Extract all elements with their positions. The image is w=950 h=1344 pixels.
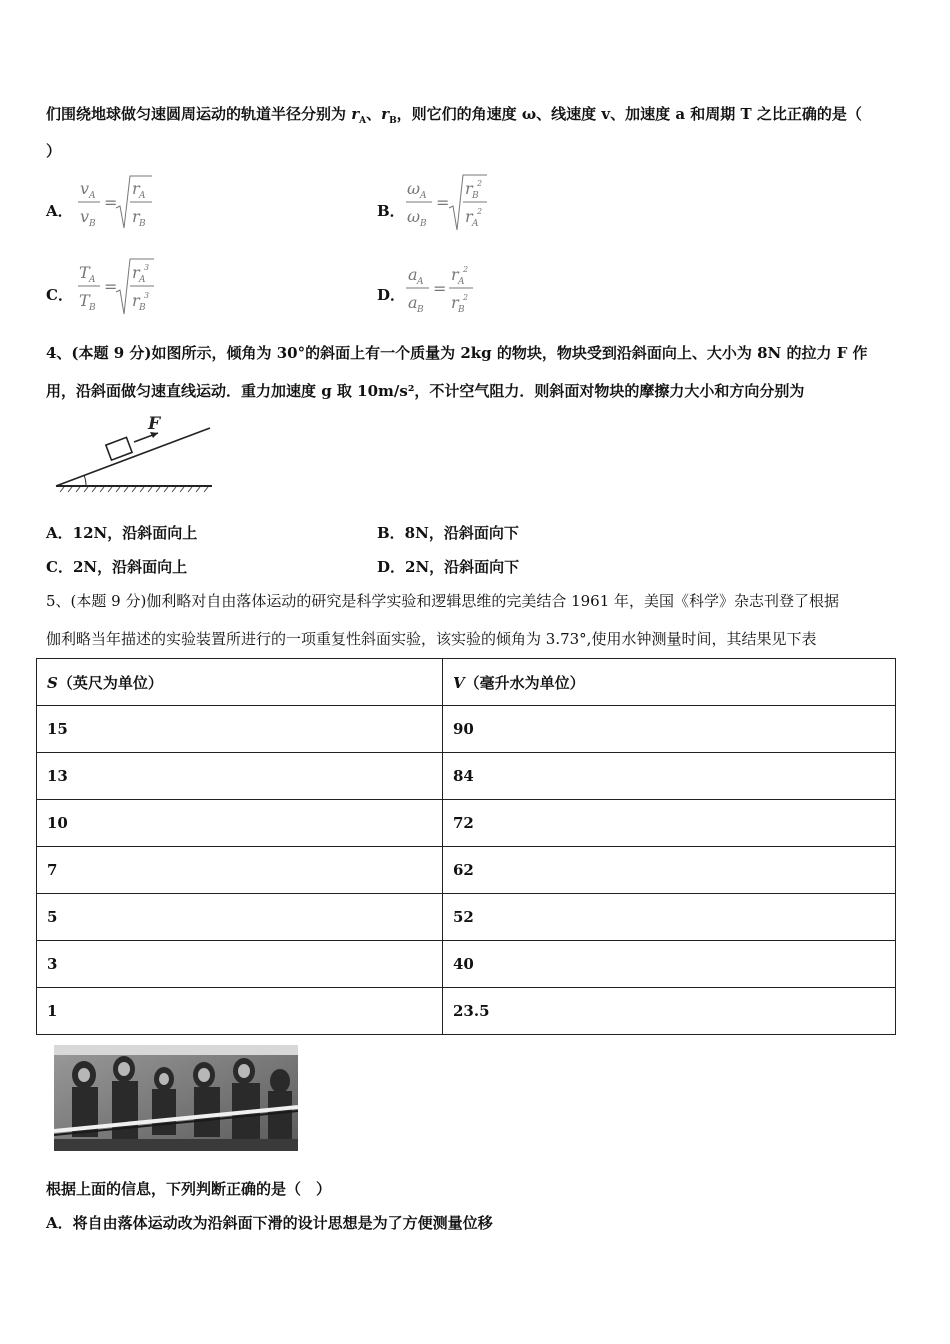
q3-stem-text: 们围绕地球做匀速圆周运动的轨道半径分别为 xyxy=(46,105,347,123)
q3-option-b-formula xyxy=(405,172,495,238)
cell-s: 13 xyxy=(37,753,443,800)
svg-text:a: a xyxy=(408,293,418,312)
svg-text:A: A xyxy=(89,275,96,285)
svg-text:=: = xyxy=(104,193,118,212)
svg-text:3: 3 xyxy=(144,291,150,300)
cell-v: 84 xyxy=(443,753,896,800)
formula-va-vb xyxy=(76,172,156,232)
force-label-f: F xyxy=(148,414,161,434)
q3-option-b-label: B． xyxy=(377,202,405,220)
svg-text:A: A xyxy=(458,277,465,287)
q3-option-a-formula xyxy=(76,172,156,236)
cell-s: 7 xyxy=(37,847,443,894)
q5-stem-line2: 伽利略当年描述的实验装置所进行的一项重复性斜面实验，该实验的倾角为 3.73°,使用水钟测量时间，其结果见下表 xyxy=(46,630,817,648)
table-row xyxy=(37,941,896,988)
table-row xyxy=(37,706,896,753)
svg-text:r: r xyxy=(451,265,459,284)
q4-stem-line2: 用，沿斜面做匀速直线运动．重力加速度 g 取 10m/s²，不计空气阻力．则斜面对物块的摩擦力大小和方向分别为 xyxy=(46,382,805,400)
svg-text:B: B xyxy=(89,303,96,313)
q3-ra: r xyxy=(351,105,360,123)
svg-text:B: B xyxy=(458,305,465,315)
table-row xyxy=(37,894,896,941)
q5-option-a: A．将自由落体运动改为沿斜面下滑的设计思想是为了方便测量位移 xyxy=(46,1214,493,1232)
svg-text:B: B xyxy=(417,305,424,315)
cell-v: 72 xyxy=(443,800,896,847)
svg-text:2: 2 xyxy=(477,179,483,188)
svg-text:r: r xyxy=(132,291,140,310)
svg-text:2: 2 xyxy=(477,207,483,216)
svg-text:r: r xyxy=(132,179,140,198)
cell-s: 1 xyxy=(37,988,443,1035)
svg-text:=: = xyxy=(104,277,118,296)
svg-text:v: v xyxy=(80,207,90,226)
svg-text:A: A xyxy=(417,277,424,287)
q5-data-table xyxy=(36,658,896,1035)
table-row xyxy=(37,800,896,847)
svg-text:=: = xyxy=(433,279,447,298)
svg-text:B: B xyxy=(472,191,479,201)
header-s xyxy=(37,659,443,706)
q3-ra-sub: A xyxy=(359,116,367,126)
cell-s: 3 xyxy=(37,941,443,988)
q3-rb-sub: B xyxy=(389,116,397,126)
q3-option-a-label: A． xyxy=(46,202,73,220)
incline-diagram xyxy=(52,412,217,494)
q5-question: 根据上面的信息，下列判断正确的是（ ） xyxy=(46,1180,332,1198)
formula-period xyxy=(76,256,160,318)
svg-text:A: A xyxy=(139,191,146,201)
cell-v: 62 xyxy=(443,847,896,894)
table-row xyxy=(37,847,896,894)
q3-sep: 、 xyxy=(366,105,382,123)
q3-option-c-formula xyxy=(76,256,160,322)
svg-text:B: B xyxy=(420,219,427,229)
experiment-photo xyxy=(54,1045,298,1155)
table-row xyxy=(37,988,896,1035)
q3-stem-rest: ，则它们的角速度 ω、线速度 v、加速度 a 和周期 T 之比正确的是（ xyxy=(396,105,862,123)
q3-option-c-label: C． xyxy=(46,286,73,304)
q4-option-a: A．12N，沿斜面向上 xyxy=(46,524,198,542)
header-s-unit: （英尺为单位） xyxy=(57,673,163,692)
svg-text:A: A xyxy=(472,219,479,229)
svg-text:r: r xyxy=(451,293,459,312)
q3-option-d-label: D． xyxy=(377,286,406,304)
svg-text:r: r xyxy=(465,207,473,226)
q4-incline-figure xyxy=(52,412,217,498)
cell-s: 10 xyxy=(37,800,443,847)
cell-s: 15 xyxy=(37,706,443,753)
svg-text:ω: ω xyxy=(407,207,421,226)
svg-text:B: B xyxy=(139,303,146,313)
svg-text:2: 2 xyxy=(463,293,469,302)
svg-text:A: A xyxy=(139,275,146,285)
cell-v: 40 xyxy=(443,941,896,988)
svg-text:3: 3 xyxy=(144,263,150,272)
svg-text:v: v xyxy=(80,179,90,198)
cell-v: 90 xyxy=(443,706,896,753)
svg-text:T: T xyxy=(79,263,90,282)
svg-text:a: a xyxy=(408,265,418,284)
formula-omega xyxy=(405,172,495,234)
svg-text:A: A xyxy=(89,191,96,201)
q4-option-c: C．2N，沿斜面向上 xyxy=(46,558,188,576)
svg-text:2: 2 xyxy=(463,265,469,274)
svg-text:B: B xyxy=(89,219,96,229)
header-v xyxy=(443,659,896,706)
table-header-row xyxy=(37,659,896,706)
q4-stem-line1: 4、(本题 9 分)如图所示，倾角为 30°的斜面上有一个质量为 2kg 的物块，物块受到沿斜面向上、大小为 8N 的拉力 F 作 xyxy=(46,344,868,362)
q4-option-b: B．8N，沿斜面向下 xyxy=(377,524,519,542)
photo-image xyxy=(54,1045,298,1151)
svg-text:r: r xyxy=(465,179,473,198)
svg-text:A: A xyxy=(420,191,427,201)
svg-text:=: = xyxy=(436,193,450,212)
q4-option-d: D．2N，沿斜面向下 xyxy=(377,558,520,576)
q3-rb: r xyxy=(381,105,390,123)
q3-option-d-formula xyxy=(405,258,479,322)
svg-text:T: T xyxy=(79,291,90,310)
table-row xyxy=(37,753,896,800)
cell-s: 5 xyxy=(37,894,443,941)
svg-text:r: r xyxy=(132,207,140,226)
q3-stem-line1 xyxy=(46,103,862,126)
svg-text:r: r xyxy=(132,263,140,282)
q3-stem-close: ） xyxy=(46,142,62,160)
cell-v: 52 xyxy=(443,894,896,941)
cell-v: 23.5 xyxy=(443,988,896,1035)
svg-text:B: B xyxy=(139,219,146,229)
header-v-unit: （毫升水为单位） xyxy=(464,673,585,692)
svg-text:ω: ω xyxy=(407,179,421,198)
q5-stem-line1: 5、(本题 9 分)伽利略对自由落体运动的研究是科学实验和逻辑思维的完美结合 1961 年，美国《科学》杂志刊登了根据 xyxy=(46,592,840,610)
header-s-var: S xyxy=(47,673,58,692)
header-v-var: V xyxy=(453,673,465,692)
formula-accel xyxy=(405,258,479,318)
